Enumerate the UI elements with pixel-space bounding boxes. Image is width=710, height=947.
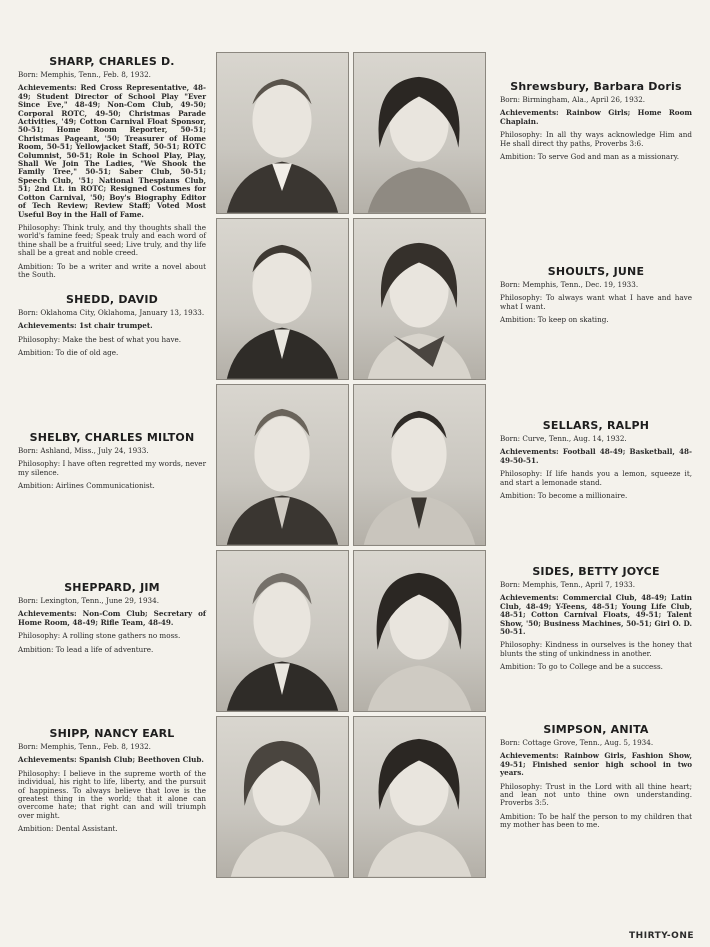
portrait-sellars — [353, 384, 486, 546]
student-name: SHEPPARD, JIM — [64, 581, 160, 594]
student-achievements: Achievements: Commercial Club, 48-49; Latin Club, 48-49; Y-Teens, 48-51; Young Life Club, 48-51; Cotton Carnival Floats, 49-51; Talent Show, '50; Business Machines, 50-51; Girl O. D. 50-51. — [500, 593, 692, 637]
student-achievements: Achievements: Spanish Club; Beethoven Club. — [18, 755, 204, 765]
student-achievements: Achievements: Non-Com Club; Secretary of Home Room, 48-49; Rifle Team, 48-49. — [18, 609, 206, 627]
student-philosophy: Philosophy: I believe in the supreme worth of the individual, his right to life, liberty, and the pursuit of happiness. To always believe that love is the greatest thing in the world; that it alone can overcome hate; that right can and will triumph over might. — [18, 768, 206, 820]
entry-sheppard — [18, 581, 206, 659]
student-philosophy: Philosophy: In all thy ways acknowledge Him and He shall direct thy paths, Proverbs 3:6. — [500, 130, 692, 148]
portrait-sharp — [216, 52, 349, 214]
student-born: Born: Memphis, Tenn., Dec. 19, 1933. — [500, 280, 639, 289]
student-philosophy: Philosophy: Make the best of what you have. — [18, 334, 182, 344]
student-name: SHEDD, DAVID — [66, 293, 158, 306]
student-name: SHIPP, NANCY EARL — [49, 727, 175, 740]
student-achievements: Achievements: Football 48-49; Basketball, 48-49-50-51. — [500, 447, 692, 465]
student-achievements: Achievements: Rainbow Girls; Home Room Chaplain. — [500, 108, 692, 126]
entry-shrewsbury — [500, 80, 692, 166]
entry-sides — [500, 565, 692, 677]
portrait-sides — [353, 550, 486, 712]
entry-shedd — [18, 293, 206, 363]
student-philosophy: Philosophy: To always want what I have and have what I want. — [500, 293, 692, 311]
student-name: SHARP, CHARLES D. — [49, 55, 175, 68]
student-ambition: Ambition: To go to College and be a success. — [500, 662, 663, 672]
student-ambition: Ambition: Airlines Communicationist. — [18, 481, 155, 491]
portrait-simpson — [353, 716, 486, 878]
student-name: SHOULTS, JUNE — [547, 265, 645, 278]
student-born: Born: Birmingham, Ala., April 26, 1932. — [500, 95, 646, 104]
student-achievements: Achievements: 1st chair trumpet. — [18, 321, 153, 331]
portrait-shipp — [216, 716, 349, 878]
student-achievements: Achievements: Rainbow Girls, Fashion Show, 49-51; Finished senior high school in two years. — [500, 751, 692, 778]
student-ambition: Ambition: To be half the person to my children that my mother has been to me. — [500, 811, 692, 830]
entry-sharp — [18, 55, 206, 284]
student-philosophy: Philosophy: If life hands you a lemon, squeeze it, and start a lemonade stand. — [500, 469, 692, 487]
page-number: THIRTY-ONE — [629, 931, 694, 941]
portrait-shoults — [353, 218, 486, 380]
student-born: Born: Lexington, Tenn., June 29, 1934. — [18, 596, 159, 605]
student-born: Born: Memphis, Tenn., Feb. 8, 1932. — [18, 742, 151, 751]
student-born: Born: Memphis, Tenn., Feb. 8, 1932. — [18, 70, 151, 79]
student-ambition: Ambition: To keep on skating. — [500, 315, 609, 325]
student-born: Born: Oklahoma City, Oklahoma, January 13, 1933. — [18, 308, 205, 317]
student-philosophy: Philosophy: Trust in the Lord with all thine heart; and lean not unto thine own understanding. Proverbs 3:5. — [500, 781, 692, 808]
student-name: SHELBY, CHARLES MILTON — [29, 431, 195, 444]
student-ambition: Ambition: To lead a life of adventure. — [18, 644, 154, 654]
student-name: SIDES, BETTY JOYCE — [532, 565, 660, 578]
student-name: SELLARS, RALPH — [542, 419, 650, 432]
student-name: SIMPSON, ANITA — [543, 723, 649, 736]
student-ambition: Ambition: To die of old age. — [18, 348, 119, 358]
student-born: Born: Cottage Grove, Tenn., Aug. 5, 1934. — [500, 738, 654, 747]
portrait-sheppard — [216, 550, 349, 712]
portrait-shrewsbury — [353, 52, 486, 214]
student-born: Born: Curve, Tenn., Aug. 14, 1932. — [500, 434, 627, 443]
entry-shelby — [18, 431, 206, 496]
student-born: Born: Memphis, Tenn., April 7, 1933. — [500, 580, 636, 589]
student-philosophy: Philosophy: A rolling stone gathers no moss. — [18, 631, 181, 641]
student-born: Born: Ashland, Miss., July 24, 1933. — [18, 446, 149, 455]
student-ambition: Ambition: Dental Assistant. — [18, 824, 118, 834]
entry-shoults — [500, 265, 692, 330]
student-ambition: Ambition: To become a millionaire. — [500, 491, 628, 501]
student-philosophy: Philosophy: Kindness in ourselves is the honey that blunts the sting of unkindness in another. — [500, 640, 692, 658]
student-name: Shrewsbury, Barbara Doris — [510, 80, 682, 93]
entry-shipp — [18, 727, 206, 839]
student-ambition: Ambition: To serve God and man as a missionary. — [500, 152, 680, 162]
student-philosophy: Philosophy: Think truly, and thy thoughts shall the world's famine feed; Speak truly and each word of thine shall be a fruitful seed; Live truly, and thy life shall be a great and noble creed. — [18, 222, 206, 258]
entry-sellars — [500, 419, 692, 505]
student-achievements: Achievements: Red Cross Representative, 48-49; Student Director of School Play "Ever Since Eve," 48-49; Non-Com Club, 49-50; Corporal ROTC, 49-50; Christmas Parade Activities, '49; Cotton Carnival Float Sponsor, 50-51; Home Room Reporter, 50-51; Christmas Pageant, '50; Treasurer of Home Room, 50-51; Yellowjacket Staff, 50-51; ROTC Columnist, 50-51; Role in School Play, Play, Shall We Join The Ladies, "We Shook the Family Tree," 50-51; Saber Club, 50-51; Speech Club, '51; National Thespians Club, 51; 2nd Lt. in ROTC; Resigned Costumes for Cotton Carnival, '50; Boy's Biography Editor of Tech Review; Review Staff; Voted Most Useful Boy in the Hall of Fame. — [18, 83, 206, 219]
entry-simpson — [500, 723, 692, 835]
student-philosophy: Philosophy: I have often regretted my words, never my silence. — [18, 459, 206, 477]
portrait-shedd — [216, 218, 349, 380]
student-ambition: Ambition: To be a writer and write a novel about the South. — [18, 261, 206, 279]
portrait-shelby — [216, 384, 349, 546]
